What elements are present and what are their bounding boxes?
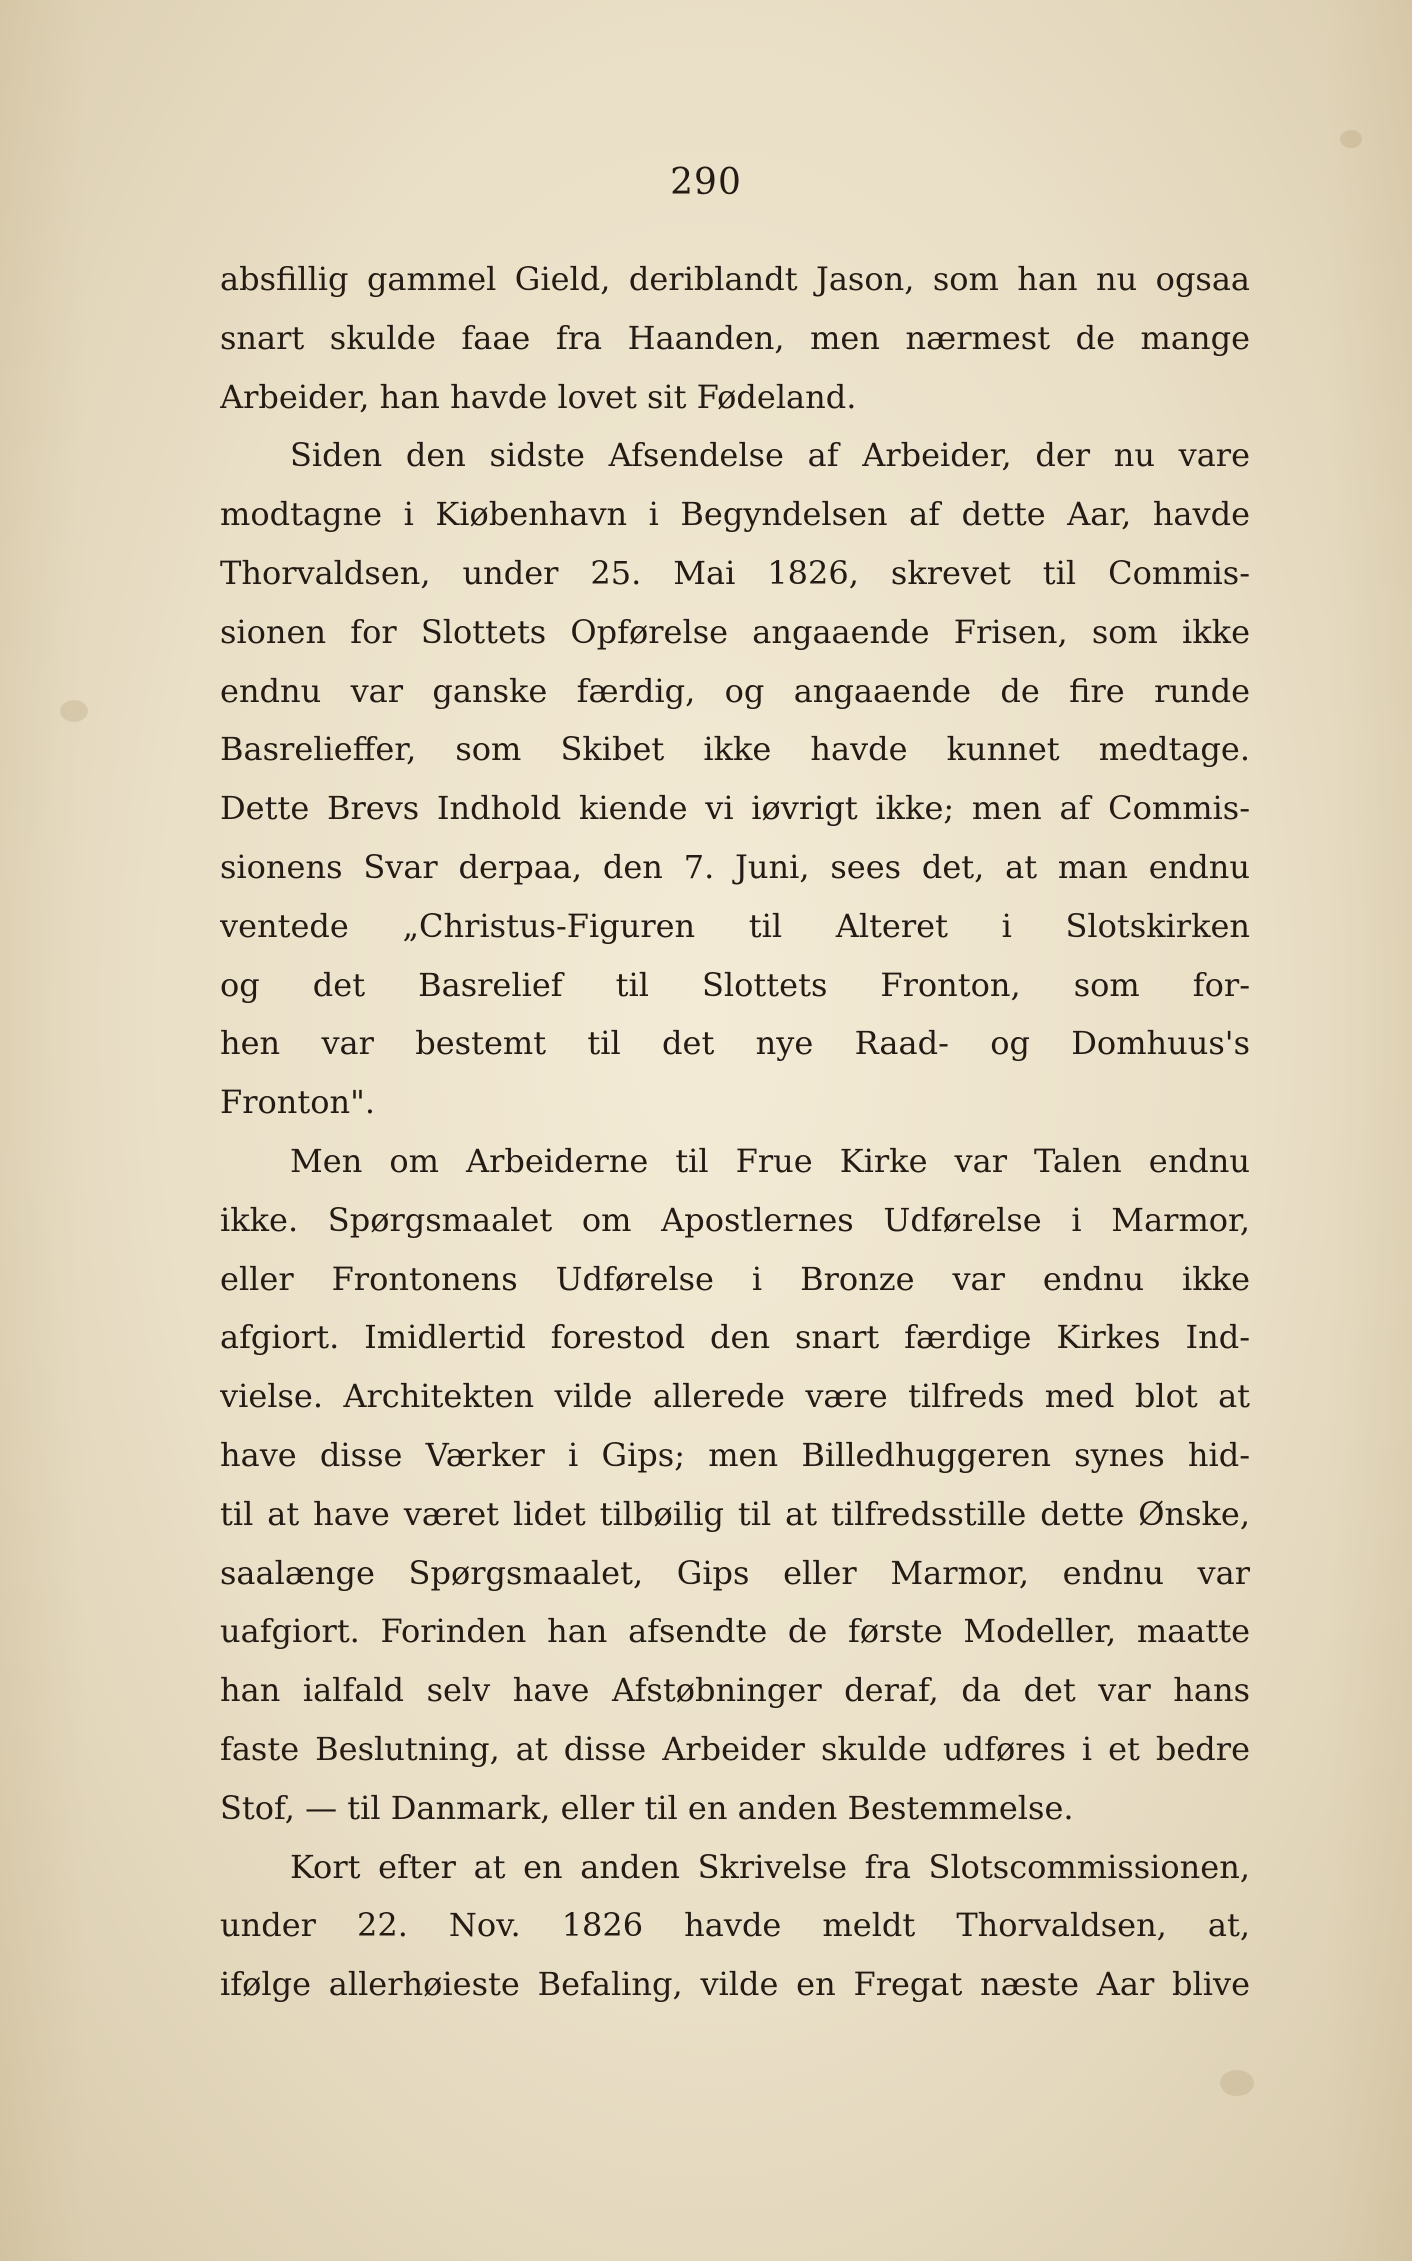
text-line: sionens Svar derpaa, den 7. Juni, sees det, at man endnu [220,847,1250,886]
page-number: 290 [670,162,742,203]
text-line: Thorvaldsen, under 25. Mai 1826, skrevet til Commis- [220,553,1250,592]
text-line: uafgiort. Forinden han afsendte de første Modeller, maatte [220,1612,1250,1651]
text-line: Stof, — til Danmark, eller til en anden Bestemmelse. [220,1788,1074,1827]
body-text [220,250,1250,2014]
text-line: Arbeider, han havde lovet sit Fødeland. [220,377,857,416]
text-line: Dette Brevs Indhold kiende vi iøvrigt ikke; men af Commis- [220,789,1250,828]
text-line: ventede „Christus-Figuren til Alteret i Slotskirken [220,906,1250,945]
text-line: faste Beslutning, at disse Arbeider skulde udføres i et bedre [220,1729,1250,1768]
text-line: have disse Værker i Gips; men Billedhuggeren synes hid- [220,1435,1250,1474]
paper-stain [1220,2070,1254,2096]
text-line: under 22. Nov. 1826 havde meldt Thorvaldsen, at, [220,1906,1250,1945]
text-line: og det Basrelief til Slottets Fronton, som for- [220,965,1250,1004]
text-line: ifølge allerhøieste Befaling, vilde en Fregat næste Aar blive [220,1965,1250,2004]
text-line: afgiort. Imidlertid forestod den snart færdige Kirkes Ind- [220,1318,1250,1357]
text-line: han ialfald selv have Afstøbninger deraf, da det var hans [220,1671,1250,1710]
text-line: Kort efter at en anden Skrivelse fra Slotscommissionen, [290,1847,1250,1886]
text-line: Fronton". [220,1083,375,1122]
text-line: modtagne i Kiøbenhavn i Begyndelsen af dette Aar, havde [220,495,1250,534]
text-line: snart skulde faae fra Haanden, men nærmest de mange [220,318,1250,357]
text-line: Men om Arbeiderne til Frue Kirke var Talen endnu [290,1141,1250,1180]
text-line: sionen for Slottets Opførelse angaaende Frisen, som ikke [220,612,1250,651]
text-line: endnu var ganske færdig, og angaaende de fire runde [220,671,1250,710]
text-line: eller Frontonens Udførelse i Bronze var endnu ikke [220,1259,1250,1298]
paper-stain [1340,130,1362,148]
paper-stain [60,700,88,722]
text-line: ikke. Spørgsmaalet om Apostlernes Udførelse i Marmor, [220,1200,1250,1239]
text-line: hen var bestemt til det nye Raad- og Domhuus's [220,1024,1250,1063]
text-line: vielse. Architekten vilde allerede være tilfreds med blot at [220,1377,1250,1416]
text-line: saalænge Spørgsmaalet, Gips eller Marmor, endnu var [220,1553,1250,1592]
text-line: til at have været lidet tilbøilig til at tilfredsstille dette Ønske, [220,1494,1250,1533]
text-line: Siden den sidste Afsendelse af Arbeider, der nu vare [290,436,1250,475]
text-line: absfillig gammel Gield, deriblandt Jason, som han nu ogsaa [220,260,1250,298]
text-line: Basrelieffer, som Skibet ikke havde kunnet medtage. [220,730,1250,769]
